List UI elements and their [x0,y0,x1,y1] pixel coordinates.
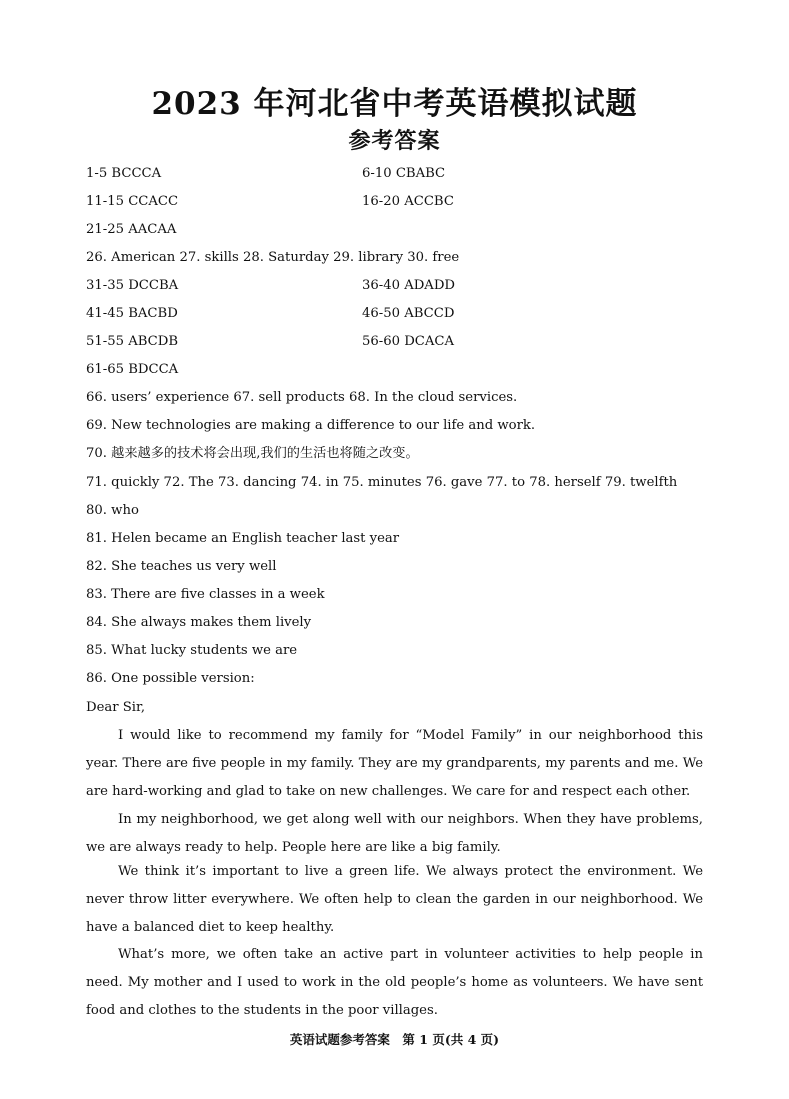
answer-80: 80. who [86,503,139,518]
essay-greeting: Dear Sir, [86,700,146,715]
answer-83: 83. There are five classes in a week [86,587,325,602]
answer-16-20: 16-20 ACCBC [362,194,454,209]
essay-paragraph-4: What’s more, we often take an active part in volunteer activities to help people in need. My mother and I used to work in the old people’s home as volunteers. We have sent food and clothes to the students in the poor villages. [86,947,703,1019]
answer-85: 85. What lucky students we are [86,643,298,658]
essay-paragraph-1: I would like to recommend my family for “Model Family” in our neighborhood this year. There are five people in my family. They are my grandparents, my parents and me. We are hard-working and glad to take on new challenges. We care for and respect each other. [86,728,703,800]
page-title: 2023 年河北省中考英语模拟试题 [151,86,638,122]
answer-86: 86. One possible version: [86,671,255,686]
answer-81: 81. Helen became an English teacher last year [86,531,400,546]
page-subtitle: 参考答案 [348,128,441,154]
answer-69: 69. New technologies are making a difference to our life and work. [86,418,536,433]
page-footer: 英语试题参考答案 第 1 页(共 4 页) [289,1032,500,1047]
answer-66-68: 66. users’ experience 67. sell products 68. In the cloud services. [86,390,518,405]
answer-26-30: 26. American 27. skills 28. Saturday 29. library 30. free [86,250,460,265]
answer-82: 82. She teaches us very well [86,559,277,574]
essay-paragraph-3: We think it’s important to live a green life. We always protect the environment. We never throw litter everywhere. We often help to clean the garden in our neighborhood. We have a balanced diet to keep healthy. [86,864,703,936]
answer-56-60: 56-60 DCACA [362,334,455,349]
answer-70: 70. 越来越多的技术将会出现,我们的生活也将随之改变。 [86,446,419,461]
answer-1-5: 1-5 BCCCA [86,166,162,181]
answer-84: 84. She always makes them lively [86,615,312,630]
answer-61-65: 61-65 BDCCA [86,362,179,377]
answer-11-15: 11-15 CCACC [86,194,179,209]
answer-31-35: 31-35 DCCBA [86,278,179,293]
answer-6-10: 6-10 CBABC [362,166,446,181]
answer-51-55: 51-55 ABCDB [86,334,179,349]
answer-36-40: 36-40 ADADD [362,278,455,293]
answer-71-79: 71. quickly 72. The 73. dancing 74. in 75. minutes 76. gave 77. to 78. herself 79. twelfth [86,475,678,490]
answer-46-50: 46-50 ABCCD [362,306,455,321]
essay-paragraph-2: In my neighborhood, we get along well with our neighbors. When they have problems, we are always ready to help. People here are like a big family. [86,812,703,856]
answer-21-25: 21-25 AACAA [86,222,177,237]
answer-41-45: 41-45 BACBD [86,306,178,321]
